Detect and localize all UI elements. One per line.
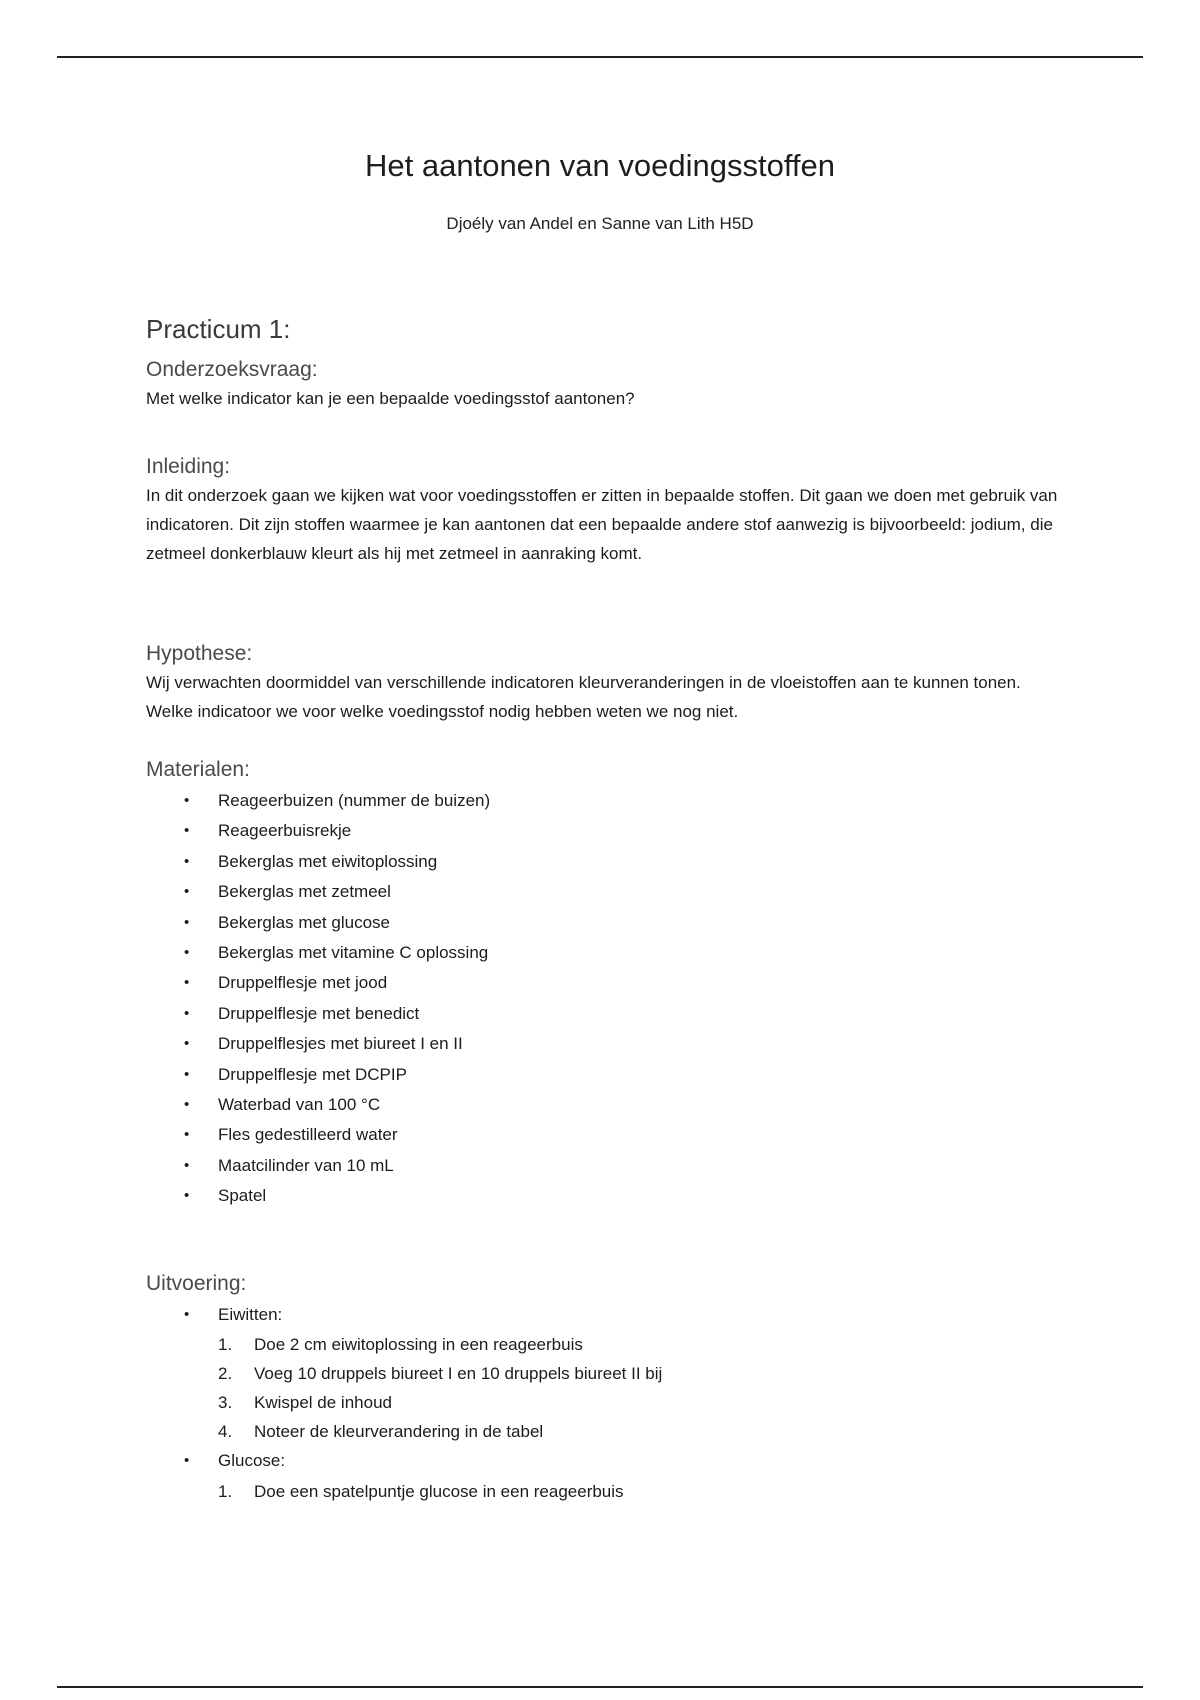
list-item: • Reageerbuisrekje — [146, 816, 1066, 846]
document-authors: Djoély van Andel en Sanne van Lith H5D — [446, 214, 754, 233]
materials-heading: Materialen: — [146, 758, 250, 781]
step-item: 1. Doe 2 cm eiwitoplossing in een reageerbuis — [218, 1335, 583, 1355]
bullet-icon: • — [184, 822, 190, 840]
list-item: • Bekerglas met eiwitoplossing — [146, 847, 1066, 877]
procedure-heading: Uitvoering: — [146, 1271, 247, 1295]
list-item: • Bekerglas met vitamine C oplossing — [146, 938, 1066, 968]
materials-list — [146, 786, 1066, 1212]
document-title: Het aantonen van voedingsstoffen — [365, 148, 835, 183]
hypothesis-text: Wij verwachten doormiddel van verschillende indicatoren kleurveranderingen in de vloeistoffen aan te kunnen tonen. Welke indicatoor we voor welke voedingsstof nodig hebben weten we nog niet. — [146, 673, 1021, 721]
step-item: 1. Doe een spatelpuntje glucose in een reageerbuis — [218, 1481, 624, 1501]
question-heading: Onderzoeksvraag: — [146, 358, 318, 381]
procedure-list-glucose — [146, 1446, 1066, 1476]
list-item: • Spatel — [146, 1181, 1066, 1211]
bullet-icon: • — [184, 1065, 190, 1083]
bullet-icon: • — [184, 1096, 190, 1114]
bullet-icon: • — [184, 1305, 190, 1323]
step-item: 4. Noteer de kleurverandering in de tabel — [218, 1422, 544, 1442]
section-label: Glucose: — [218, 1451, 286, 1471]
bullet-icon: • — [184, 1126, 190, 1144]
bullet-icon: • — [184, 883, 190, 901]
bullet-icon: • — [184, 944, 190, 962]
step-item: 2. Voeg 10 druppels biureet I en 10 druppels biureet II bij — [218, 1364, 663, 1384]
list-item: • Bekerglas met zetmeel — [146, 877, 1066, 907]
bullet-icon: • — [184, 1035, 190, 1053]
step-item: 3. Kwispel de inhoud — [218, 1393, 392, 1413]
bullet-icon: • — [184, 913, 190, 931]
procedure-section-glucose — [146, 1446, 1066, 1476]
list-item: • Fles gedestilleerd water — [146, 1120, 1066, 1150]
list-item: • Druppelflesje met jood — [146, 968, 1066, 998]
protein-steps — [146, 1330, 1066, 1446]
bullet-icon: • — [184, 974, 190, 992]
document-body — [146, 312, 1066, 1506]
list-item: • Druppelflesjes met biureet I en II — [146, 1029, 1066, 1059]
bullet-icon: • — [184, 852, 190, 870]
section-label: Eiwitten: — [218, 1304, 283, 1324]
bottom-rule — [57, 1686, 1143, 1688]
bullet-icon: • — [184, 1187, 190, 1205]
list-item: • Maatcilinder van 10 mL — [146, 1151, 1066, 1181]
glucose-steps — [146, 1477, 1066, 1506]
introduction-text: In dit onderzoek gaan we kijken wat voor voedingsstoffen er zitten in bepaalde stoffen. Dit gaan we doen met gebruik van indicatoren. Dit zijn stoffen waarmee je kan aantonen dat een bepaalde andere stof aanwezig is bijvoorbeeld: jodium, die zetmeel donkerblauw kleurt als hij met zetmeel in aanraking komt. — [146, 486, 1058, 563]
introduction-heading: Inleiding: — [146, 455, 231, 478]
question-text: Met welke indicator kan je een bepaalde voedingsstof aantonen? — [146, 389, 635, 408]
list-item: • Reageerbuizen (nummer de buizen) — [146, 786, 1066, 816]
practicum-heading: Practicum 1: — [146, 314, 291, 344]
bullet-icon: • — [184, 1004, 190, 1022]
bullet-icon: • — [184, 792, 190, 809]
list-item: • Bekerglas met glucose — [146, 908, 1066, 938]
procedure-section-proteins — [146, 1300, 1066, 1330]
top-rule — [57, 56, 1143, 58]
list-item: • Waterbad van 100 °C — [146, 1090, 1066, 1120]
procedure-list — [146, 1300, 1066, 1330]
list-item: • Druppelflesje met DCPIP — [146, 1060, 1066, 1090]
bullet-icon: • — [184, 1156, 190, 1174]
hypothesis-heading: Hypothese: — [146, 642, 253, 665]
list-item: • Druppelflesje met benedict — [146, 999, 1066, 1029]
bullet-icon: • — [184, 1452, 190, 1470]
